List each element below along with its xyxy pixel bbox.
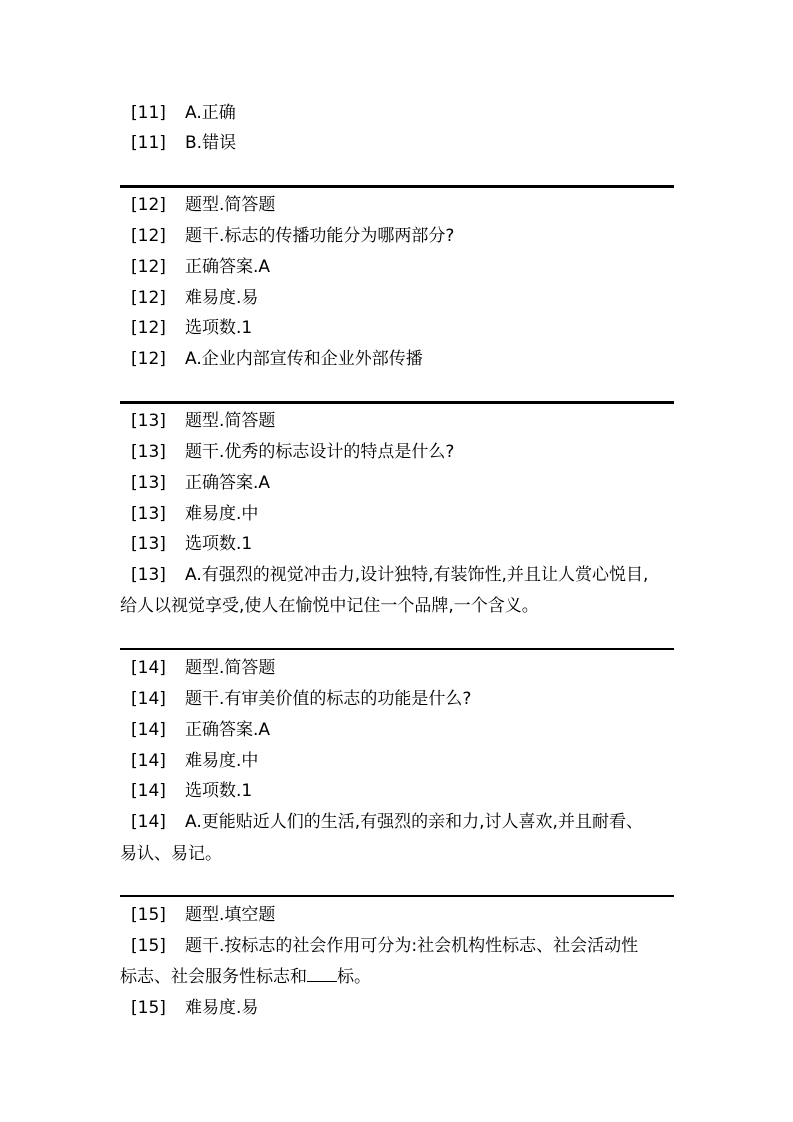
q11-option-b-line bbox=[131, 132, 236, 154]
q13-difficulty: 难易度.中 bbox=[185, 504, 259, 524]
q14-option-a-text: A.更能贴近人们的生活,有强烈的亲和力,讨人喜欢,并且耐看、 bbox=[185, 812, 643, 832]
q12-type: 题型.简答题 bbox=[185, 195, 276, 215]
q13-number: [13] bbox=[131, 534, 166, 554]
q15-stem-before-blank: 标志、社会服务性标志和 bbox=[120, 967, 307, 987]
q13-option-count: 选项数.1 bbox=[185, 534, 253, 554]
q13-number: [13] bbox=[131, 411, 166, 431]
q12-option-a-line bbox=[131, 348, 423, 370]
q14-stem: 题干.有审美价值的标志的功能是什么? bbox=[185, 689, 472, 709]
q14-number: [14] bbox=[131, 658, 166, 678]
q15-number: [15] bbox=[131, 936, 166, 956]
q12-option-count-line bbox=[131, 317, 252, 339]
q13-stem-line bbox=[131, 441, 454, 463]
q11-number: [11] bbox=[131, 103, 166, 123]
q14-option-count: 选项数.1 bbox=[185, 781, 253, 801]
q12-number: [12] bbox=[131, 318, 166, 338]
q15-number: [15] bbox=[131, 998, 166, 1018]
q14-difficulty-line bbox=[131, 750, 258, 772]
q14-number: [14] bbox=[131, 751, 166, 771]
q15-stem-continuation bbox=[120, 966, 371, 988]
q13-type: 题型.简答题 bbox=[185, 411, 276, 431]
q14-option-count-line bbox=[131, 780, 252, 802]
q13-answer-line bbox=[131, 472, 270, 494]
q14-type-line bbox=[131, 657, 275, 679]
q12-number: [12] bbox=[131, 226, 166, 246]
q14-number: [14] bbox=[131, 689, 166, 709]
q14-difficulty: 难易度.中 bbox=[185, 751, 259, 771]
q12-number: [12] bbox=[131, 195, 166, 215]
q13-difficulty-line bbox=[131, 503, 258, 525]
q13-option-a-continuation: 给人以视觉享受,使人在愉悦中记住一个品牌,一个含义。 bbox=[120, 596, 539, 616]
q12-option-a: A.企业内部宣传和企业外部传播 bbox=[185, 349, 423, 369]
separator-rule bbox=[120, 185, 674, 188]
q11-option-a: A.正确 bbox=[185, 103, 236, 123]
q13-number: [13] bbox=[131, 473, 166, 493]
q14-number: [14] bbox=[131, 720, 166, 740]
q14-number: [14] bbox=[131, 781, 166, 801]
q15-stem-line bbox=[131, 935, 638, 957]
separator-rule bbox=[120, 648, 674, 650]
q15-type: 题型.填空题 bbox=[185, 905, 276, 925]
q13-type-line bbox=[131, 410, 275, 432]
q12-number: [12] bbox=[131, 288, 166, 308]
q14-option-a-line bbox=[131, 811, 643, 833]
q13-number: [13] bbox=[131, 504, 166, 524]
q15-type-line bbox=[131, 904, 275, 926]
q12-answer-line bbox=[131, 256, 270, 278]
q13-stem: 题干.优秀的标志设计的特点是什么? bbox=[185, 442, 455, 462]
q14-type: 题型.简答题 bbox=[185, 658, 276, 678]
q12-type-line bbox=[131, 194, 275, 216]
q13-option-a-text: A.有强烈的视觉冲击力,设计独特,有装饰性,并且让人赏心悦目, bbox=[185, 565, 649, 585]
q14-stem-line bbox=[131, 688, 471, 710]
q14-answer-line bbox=[131, 719, 270, 741]
q11-option-a-line bbox=[131, 102, 236, 124]
q13-number: [13] bbox=[131, 565, 166, 585]
q13-answer: 正确答案.A bbox=[185, 473, 271, 493]
q12-answer: 正确答案.A bbox=[185, 257, 271, 277]
q15-number: [15] bbox=[131, 905, 166, 925]
q12-stem: 题干.标志的传播功能分为哪两部分? bbox=[185, 226, 455, 246]
q11-number: [11] bbox=[131, 133, 166, 153]
fill-in-blank bbox=[307, 966, 337, 982]
q12-difficulty: 难易度.易 bbox=[185, 288, 259, 308]
q15-difficulty-line bbox=[131, 997, 258, 1019]
q12-difficulty-line bbox=[131, 287, 258, 309]
q15-stem-after-blank: 标。 bbox=[337, 967, 371, 987]
q12-stem-line bbox=[131, 225, 454, 247]
q14-option-a-continuation: 易认、易记。 bbox=[120, 844, 222, 864]
q13-option-a-line bbox=[131, 564, 648, 586]
separator-rule bbox=[120, 895, 674, 897]
q14-answer: 正确答案.A bbox=[185, 720, 271, 740]
q13-number: [13] bbox=[131, 442, 166, 462]
q12-number: [12] bbox=[131, 349, 166, 369]
q14-number: [14] bbox=[131, 812, 166, 832]
q12-number: [12] bbox=[131, 257, 166, 277]
q15-difficulty: 难易度.易 bbox=[185, 998, 259, 1018]
q12-option-count: 选项数.1 bbox=[185, 318, 253, 338]
q11-option-b: B.错误 bbox=[185, 133, 237, 153]
separator-rule bbox=[120, 401, 674, 404]
q13-option-count-line bbox=[131, 533, 252, 555]
q15-stem-text: 题干.按标志的社会作用可分为:社会机构性标志、社会活动性 bbox=[185, 936, 639, 956]
